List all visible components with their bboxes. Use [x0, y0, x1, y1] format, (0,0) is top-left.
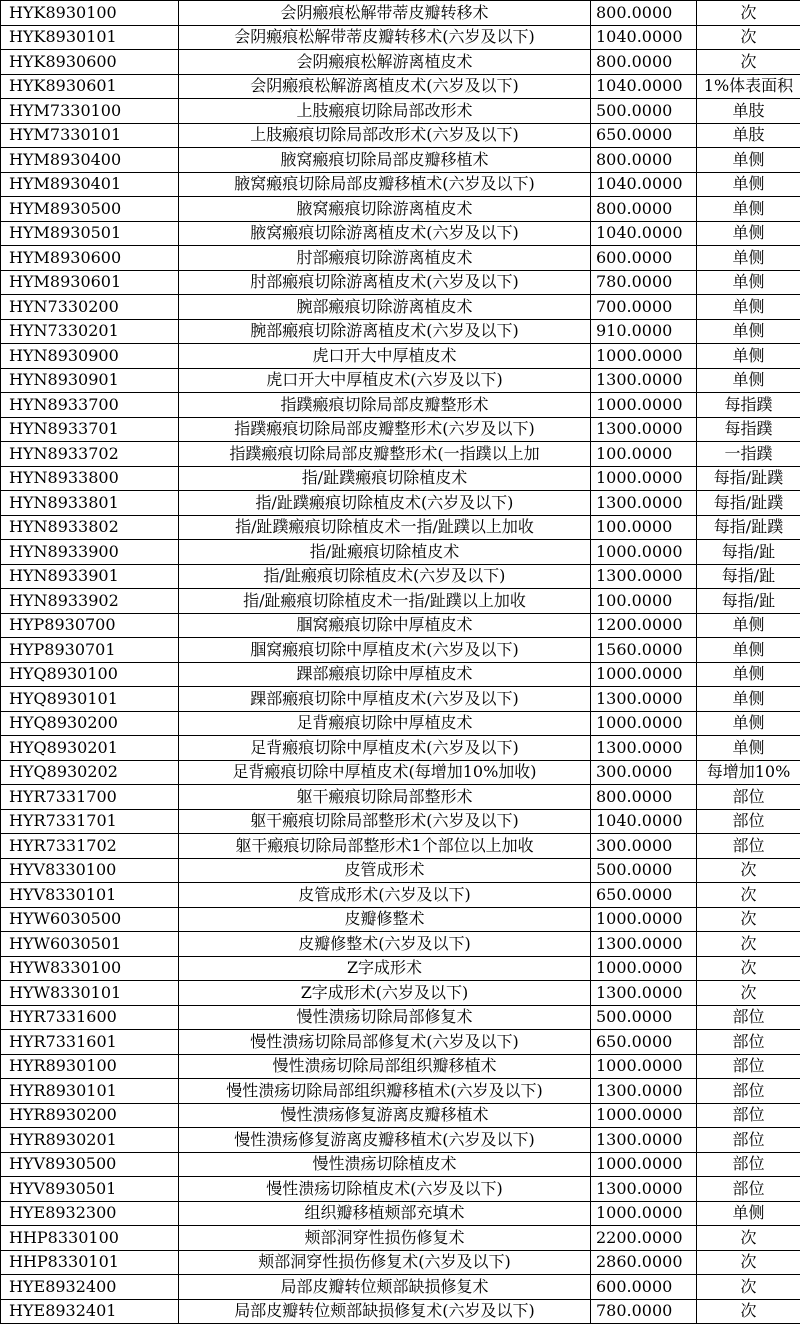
- item-code-cell: HYP8930701: [1, 638, 179, 663]
- item-unit-cell: 单侧: [697, 197, 800, 222]
- item-price-cell: 780.0000: [591, 270, 697, 295]
- item-price-cell: 1000.0000: [591, 956, 697, 981]
- item-name-cell: 局部皮瓣转位颊部缺损修复术: [179, 1275, 591, 1300]
- item-code-cell: HYV8930500: [1, 1152, 179, 1177]
- table-row: [1, 760, 800, 785]
- item-name-cell: 腕部瘢痕切除游离植皮术(六岁及以下): [179, 319, 591, 344]
- item-price-cell: 600.0000: [591, 246, 697, 271]
- item-price-cell: 650.0000: [591, 883, 697, 908]
- item-name-cell: 肘部瘢痕切除游离植皮术(六岁及以下): [179, 270, 591, 295]
- item-name-cell: 皮管成形术: [179, 858, 591, 883]
- table-row: [1, 956, 800, 981]
- table-row: [1, 1005, 800, 1030]
- item-unit-cell: 次: [697, 25, 800, 50]
- item-code-cell: HYR7331702: [1, 834, 179, 859]
- item-name-cell: 会阴瘢痕松解带蒂皮瓣转移术(六岁及以下): [179, 25, 591, 50]
- item-name-cell: 慢性溃疡切除局部组织瓣移植术(六岁及以下): [179, 1079, 591, 1104]
- item-price-cell: 700.0000: [591, 295, 697, 320]
- item-name-cell: 上肢瘢痕切除局部改形术: [179, 99, 591, 124]
- table-row: [1, 1275, 800, 1300]
- item-price-cell: 1000.0000: [591, 393, 697, 418]
- item-code-cell: HYK8930601: [1, 74, 179, 99]
- item-unit-cell: 部位: [697, 1005, 800, 1030]
- item-price-cell: 1300.0000: [591, 417, 697, 442]
- item-price-cell: 1300.0000: [591, 736, 697, 761]
- table-row: [1, 981, 800, 1006]
- table-row: [1, 25, 800, 50]
- item-price-cell: 1560.0000: [591, 638, 697, 663]
- item-code-cell: HYR7331700: [1, 785, 179, 810]
- table-row: [1, 221, 800, 246]
- item-price-cell: 100.0000: [591, 515, 697, 540]
- item-price-cell: 1300.0000: [591, 1177, 697, 1202]
- item-price-cell: 1200.0000: [591, 613, 697, 638]
- item-unit-cell: 次: [697, 932, 800, 957]
- item-code-cell: HYE8932401: [1, 1299, 179, 1324]
- item-name-cell: 会阴瘢痕松解游离植皮术: [179, 50, 591, 75]
- item-price-cell: 1000.0000: [591, 540, 697, 565]
- item-unit-cell: 次: [697, 981, 800, 1006]
- item-unit-cell: 部位: [697, 1177, 800, 1202]
- item-name-cell: 指/趾瘢痕切除植皮术一指/趾蹼以上加收: [179, 589, 591, 614]
- item-unit-cell: 单侧: [697, 319, 800, 344]
- item-price-cell: 1040.0000: [591, 74, 697, 99]
- item-price-cell: 1000.0000: [591, 907, 697, 932]
- item-code-cell: HYR8930101: [1, 1079, 179, 1104]
- item-unit-cell: 单侧: [697, 662, 800, 687]
- item-code-cell: HYV8930501: [1, 1177, 179, 1202]
- table-row: [1, 393, 800, 418]
- item-unit-cell: 部位: [697, 834, 800, 859]
- item-name-cell: 指蹼瘢痕切除局部皮瓣整形术(六岁及以下): [179, 417, 591, 442]
- item-price-cell: 1300.0000: [591, 368, 697, 393]
- table-row: [1, 1, 800, 26]
- item-price-cell: 1000.0000: [591, 466, 697, 491]
- item-code-cell: HYV8330101: [1, 883, 179, 908]
- item-name-cell: 会阴瘢痕松解游离植皮术(六岁及以下): [179, 74, 591, 99]
- item-code-cell: HYN8930900: [1, 344, 179, 369]
- table-row: [1, 736, 800, 761]
- item-name-cell: 指/趾蹼瘢痕切除植皮术(六岁及以下): [179, 491, 591, 516]
- item-price-cell: 800.0000: [591, 1, 697, 26]
- item-price-cell: 1040.0000: [591, 221, 697, 246]
- item-name-cell: 局部皮瓣转位颊部缺损修复术(六岁及以下): [179, 1299, 591, 1324]
- item-price-cell: 1300.0000: [591, 981, 697, 1006]
- item-price-cell: 600.0000: [591, 1275, 697, 1300]
- item-price-cell: 1040.0000: [591, 172, 697, 197]
- table-row: [1, 932, 800, 957]
- item-code-cell: HYN8933800: [1, 466, 179, 491]
- item-code-cell: HYM8930400: [1, 148, 179, 173]
- item-code-cell: HYM8930600: [1, 246, 179, 271]
- item-code-cell: HYN7330201: [1, 319, 179, 344]
- item-name-cell: 躯干瘢痕切除局部整形术: [179, 785, 591, 810]
- table-row: [1, 197, 800, 222]
- table-row: [1, 466, 800, 491]
- table-row: [1, 785, 800, 810]
- item-price-cell: 800.0000: [591, 148, 697, 173]
- item-name-cell: 躯干瘢痕切除局部整形术(六岁及以下): [179, 809, 591, 834]
- item-code-cell: HYN8933802: [1, 515, 179, 540]
- item-price-cell: 1000.0000: [591, 344, 697, 369]
- item-name-cell: 虎口开大中厚植皮术: [179, 344, 591, 369]
- item-unit-cell: 次: [697, 956, 800, 981]
- item-price-cell: 1300.0000: [591, 1079, 697, 1104]
- table-row: [1, 172, 800, 197]
- item-unit-cell: 部位: [697, 1030, 800, 1055]
- item-name-cell: 指/趾瘢痕切除植皮术: [179, 540, 591, 565]
- table-row: [1, 1079, 800, 1104]
- item-unit-cell: 部位: [697, 1103, 800, 1128]
- item-name-cell: 腋窝瘢痕切除游离植皮术: [179, 197, 591, 222]
- item-code-cell: HYK8930600: [1, 50, 179, 75]
- table-row: [1, 834, 800, 859]
- item-name-cell: 慢性溃疡切除局部组织瓣移植术: [179, 1054, 591, 1079]
- item-name-cell: 慢性溃疡修复游离皮瓣移植术: [179, 1103, 591, 1128]
- item-unit-cell: 每指/趾蹼: [697, 515, 800, 540]
- item-price-cell: 1040.0000: [591, 25, 697, 50]
- item-name-cell: 躯干瘢痕切除局部整形术1个部位以上加收: [179, 834, 591, 859]
- table-row: [1, 74, 800, 99]
- table-row: [1, 295, 800, 320]
- item-code-cell: HYM8930401: [1, 172, 179, 197]
- item-code-cell: HYQ8930202: [1, 760, 179, 785]
- item-name-cell: 指/趾蹼瘢痕切除植皮术: [179, 466, 591, 491]
- table-row: [1, 417, 800, 442]
- table-row: [1, 148, 800, 173]
- table-row: [1, 1152, 800, 1177]
- item-name-cell: 指/趾蹼瘢痕切除植皮术一指/趾蹼以上加收: [179, 515, 591, 540]
- table-row: [1, 687, 800, 712]
- table-row: [1, 1103, 800, 1128]
- table-row: [1, 1299, 800, 1324]
- item-name-cell: 慢性溃疡修复游离皮瓣移植术(六岁及以下): [179, 1128, 591, 1153]
- table-row: [1, 1030, 800, 1055]
- item-code-cell: HYR8930200: [1, 1103, 179, 1128]
- item-price-cell: 300.0000: [591, 834, 697, 859]
- table-row: [1, 368, 800, 393]
- item-name-cell: 皮瓣修整术: [179, 907, 591, 932]
- item-unit-cell: 部位: [697, 1079, 800, 1104]
- table-row: [1, 809, 800, 834]
- item-price-cell: 1300.0000: [591, 1128, 697, 1153]
- item-code-cell: HYM8930501: [1, 221, 179, 246]
- item-unit-cell: 每增加10%: [697, 760, 800, 785]
- item-price-cell: 650.0000: [591, 123, 697, 148]
- item-name-cell: Z字成形术(六岁及以下): [179, 981, 591, 1006]
- item-unit-cell: 部位: [697, 1128, 800, 1153]
- table-row: [1, 50, 800, 75]
- item-unit-cell: 单肢: [697, 123, 800, 148]
- item-name-cell: 慢性溃疡切除植皮术(六岁及以下): [179, 1177, 591, 1202]
- item-price-cell: 1000.0000: [591, 1201, 697, 1226]
- table-row: [1, 564, 800, 589]
- item-name-cell: 腋窝瘢痕切除局部皮瓣移植术: [179, 148, 591, 173]
- table-row: [1, 1201, 800, 1226]
- item-price-cell: 100.0000: [591, 589, 697, 614]
- item-name-cell: 皮管成形术(六岁及以下): [179, 883, 591, 908]
- item-name-cell: 足背瘢痕切除中厚植皮术(每增加10%加收): [179, 760, 591, 785]
- item-price-cell: 650.0000: [591, 1030, 697, 1055]
- item-price-cell: 800.0000: [591, 50, 697, 75]
- table-row: [1, 491, 800, 516]
- item-name-cell: 腋窝瘢痕切除局部皮瓣移植术(六岁及以下): [179, 172, 591, 197]
- item-code-cell: HYE8932400: [1, 1275, 179, 1300]
- table-row: [1, 711, 800, 736]
- item-name-cell: 皮瓣修整术(六岁及以下): [179, 932, 591, 957]
- item-code-cell: HYK8930101: [1, 25, 179, 50]
- item-price-cell: 1300.0000: [591, 491, 697, 516]
- item-name-cell: 颊部洞穿性损伤修复术: [179, 1226, 591, 1251]
- table-row: [1, 540, 800, 565]
- item-unit-cell: 每指蹼: [697, 417, 800, 442]
- item-name-cell: 虎口开大中厚植皮术(六岁及以下): [179, 368, 591, 393]
- item-code-cell: HYN8933702: [1, 442, 179, 467]
- item-price-cell: 1000.0000: [591, 1152, 697, 1177]
- item-unit-cell: 每指/趾: [697, 564, 800, 589]
- item-price-cell: 1000.0000: [591, 711, 697, 736]
- item-price-cell: 2200.0000: [591, 1226, 697, 1251]
- item-unit-cell: 单侧: [697, 613, 800, 638]
- table-row: [1, 858, 800, 883]
- item-unit-cell: 部位: [697, 1152, 800, 1177]
- table-row: [1, 907, 800, 932]
- fee-table-body: [1, 1, 800, 1324]
- item-code-cell: HYM7330101: [1, 123, 179, 148]
- item-name-cell: 慢性溃疡切除植皮术: [179, 1152, 591, 1177]
- item-code-cell: HYR7331701: [1, 809, 179, 834]
- item-name-cell: 组织瓣移植颊部充填术: [179, 1201, 591, 1226]
- item-price-cell: 500.0000: [591, 858, 697, 883]
- item-price-cell: 800.0000: [591, 197, 697, 222]
- item-code-cell: HYN8933901: [1, 564, 179, 589]
- item-code-cell: HYQ8930201: [1, 736, 179, 761]
- item-price-cell: 800.0000: [591, 785, 697, 810]
- item-name-cell: 慢性溃疡切除局部修复术: [179, 1005, 591, 1030]
- item-unit-cell: 次: [697, 1299, 800, 1324]
- item-unit-cell: 次: [697, 1226, 800, 1251]
- table-row: [1, 319, 800, 344]
- item-unit-cell: 每指/趾: [697, 589, 800, 614]
- item-price-cell: 1040.0000: [591, 809, 697, 834]
- item-code-cell: HYW8330100: [1, 956, 179, 981]
- item-unit-cell: 每指/趾蹼: [697, 491, 800, 516]
- item-price-cell: 1000.0000: [591, 1103, 697, 1128]
- table-row: [1, 515, 800, 540]
- item-unit-cell: 单侧: [697, 172, 800, 197]
- table-row: [1, 1128, 800, 1153]
- table-row: [1, 1226, 800, 1251]
- item-price-cell: 1300.0000: [591, 564, 697, 589]
- item-unit-cell: 单侧: [697, 736, 800, 761]
- table-row: [1, 344, 800, 369]
- item-name-cell: 腘窝瘢痕切除中厚植皮术(六岁及以下): [179, 638, 591, 663]
- item-code-cell: HYE8932300: [1, 1201, 179, 1226]
- item-unit-cell: 单侧: [697, 246, 800, 271]
- item-price-cell: 500.0000: [591, 99, 697, 124]
- item-name-cell: 慢性溃疡切除局部修复术(六岁及以下): [179, 1030, 591, 1055]
- item-code-cell: HYN8930901: [1, 368, 179, 393]
- item-unit-cell: 部位: [697, 1054, 800, 1079]
- item-unit-cell: 单侧: [697, 295, 800, 320]
- item-code-cell: HYR8930100: [1, 1054, 179, 1079]
- item-unit-cell: 1%体表面积: [697, 74, 800, 99]
- table-row: [1, 613, 800, 638]
- item-unit-cell: 单侧: [697, 368, 800, 393]
- item-name-cell: 足背瘢痕切除中厚植皮术(六岁及以下): [179, 736, 591, 761]
- table-row: [1, 123, 800, 148]
- item-name-cell: 指/趾瘢痕切除植皮术(六岁及以下): [179, 564, 591, 589]
- item-code-cell: HYQ8930200: [1, 711, 179, 736]
- item-name-cell: 上肢瘢痕切除局部改形术(六岁及以下): [179, 123, 591, 148]
- item-unit-cell: 部位: [697, 809, 800, 834]
- item-code-cell: HYQ8930100: [1, 662, 179, 687]
- item-code-cell: HYN8933700: [1, 393, 179, 418]
- item-code-cell: HYM8930601: [1, 270, 179, 295]
- item-code-cell: HYK8930100: [1, 1, 179, 26]
- item-name-cell: 踝部瘢痕切除中厚植皮术: [179, 662, 591, 687]
- item-code-cell: HYR8930201: [1, 1128, 179, 1153]
- item-unit-cell: 部位: [697, 785, 800, 810]
- item-unit-cell: 单侧: [697, 270, 800, 295]
- item-unit-cell: 单侧: [697, 687, 800, 712]
- item-code-cell: HYN8933701: [1, 417, 179, 442]
- item-code-cell: HYW6030501: [1, 932, 179, 957]
- table-row: [1, 1250, 800, 1275]
- item-unit-cell: 一指蹼: [697, 442, 800, 467]
- table-row: [1, 589, 800, 614]
- item-unit-cell: 次: [697, 1275, 800, 1300]
- item-unit-cell: 每指蹼: [697, 393, 800, 418]
- item-unit-cell: 单侧: [697, 1201, 800, 1226]
- item-code-cell: HYR7331601: [1, 1030, 179, 1055]
- item-code-cell: HYW8330101: [1, 981, 179, 1006]
- item-name-cell: 指蹼瘢痕切除局部皮瓣整形术(一指蹼以上加: [179, 442, 591, 467]
- item-unit-cell: 单侧: [697, 148, 800, 173]
- item-code-cell: HYR7331600: [1, 1005, 179, 1030]
- item-unit-cell: 单侧: [697, 344, 800, 369]
- item-price-cell: 300.0000: [591, 760, 697, 785]
- table-row: [1, 99, 800, 124]
- item-code-cell: HYM7330100: [1, 99, 179, 124]
- item-name-cell: 指蹼瘢痕切除局部皮瓣整形术: [179, 393, 591, 418]
- item-price-cell: 1000.0000: [591, 662, 697, 687]
- item-name-cell: 腕部瘢痕切除游离植皮术: [179, 295, 591, 320]
- item-unit-cell: 单侧: [697, 638, 800, 663]
- item-name-cell: 颊部洞穿性损伤修复术(六岁及以下): [179, 1250, 591, 1275]
- item-code-cell: HYN8933902: [1, 589, 179, 614]
- table-row: [1, 662, 800, 687]
- table-row: [1, 1177, 800, 1202]
- item-code-cell: HYQ8930101: [1, 687, 179, 712]
- item-code-cell: HYN8933801: [1, 491, 179, 516]
- item-price-cell: 910.0000: [591, 319, 697, 344]
- item-price-cell: 2860.0000: [591, 1250, 697, 1275]
- item-name-cell: 会阴瘢痕松解带蒂皮瓣转移术: [179, 1, 591, 26]
- item-name-cell: Z字成形术: [179, 956, 591, 981]
- item-name-cell: 肘部瘢痕切除游离植皮术: [179, 246, 591, 271]
- item-price-cell: 780.0000: [591, 1299, 697, 1324]
- item-price-cell: 1300.0000: [591, 687, 697, 712]
- item-unit-cell: 次: [697, 858, 800, 883]
- item-price-cell: 1000.0000: [591, 1054, 697, 1079]
- table-row: [1, 270, 800, 295]
- item-code-cell: HYV8330100: [1, 858, 179, 883]
- item-unit-cell: 次: [697, 883, 800, 908]
- table-row: [1, 246, 800, 271]
- item-unit-cell: 次: [697, 1250, 800, 1275]
- item-unit-cell: 次: [697, 907, 800, 932]
- item-unit-cell: 每指/趾蹼: [697, 466, 800, 491]
- item-code-cell: HYM8930500: [1, 197, 179, 222]
- item-code-cell: HHP8330101: [1, 1250, 179, 1275]
- item-name-cell: 足背瘢痕切除中厚植皮术: [179, 711, 591, 736]
- item-code-cell: HHP8330100: [1, 1226, 179, 1251]
- item-unit-cell: 次: [697, 50, 800, 75]
- item-code-cell: HYP8930700: [1, 613, 179, 638]
- table-row: [1, 638, 800, 663]
- item-unit-cell: 单侧: [697, 711, 800, 736]
- item-name-cell: 腋窝瘢痕切除游离植皮术(六岁及以下): [179, 221, 591, 246]
- item-unit-cell: 单肢: [697, 99, 800, 124]
- item-unit-cell: 次: [697, 1, 800, 26]
- table-row: [1, 883, 800, 908]
- item-code-cell: HYN8933900: [1, 540, 179, 565]
- item-price-cell: 100.0000: [591, 442, 697, 467]
- item-price-cell: 1300.0000: [591, 932, 697, 957]
- item-code-cell: HYN7330200: [1, 295, 179, 320]
- item-name-cell: 腘窝瘢痕切除中厚植皮术: [179, 613, 591, 638]
- table-row: [1, 1054, 800, 1079]
- table-row: [1, 442, 800, 467]
- item-name-cell: 踝部瘢痕切除中厚植皮术(六岁及以下): [179, 687, 591, 712]
- item-code-cell: HYW6030500: [1, 907, 179, 932]
- item-unit-cell: 单侧: [697, 221, 800, 246]
- item-price-cell: 500.0000: [591, 1005, 697, 1030]
- item-unit-cell: 每指/趾: [697, 540, 800, 565]
